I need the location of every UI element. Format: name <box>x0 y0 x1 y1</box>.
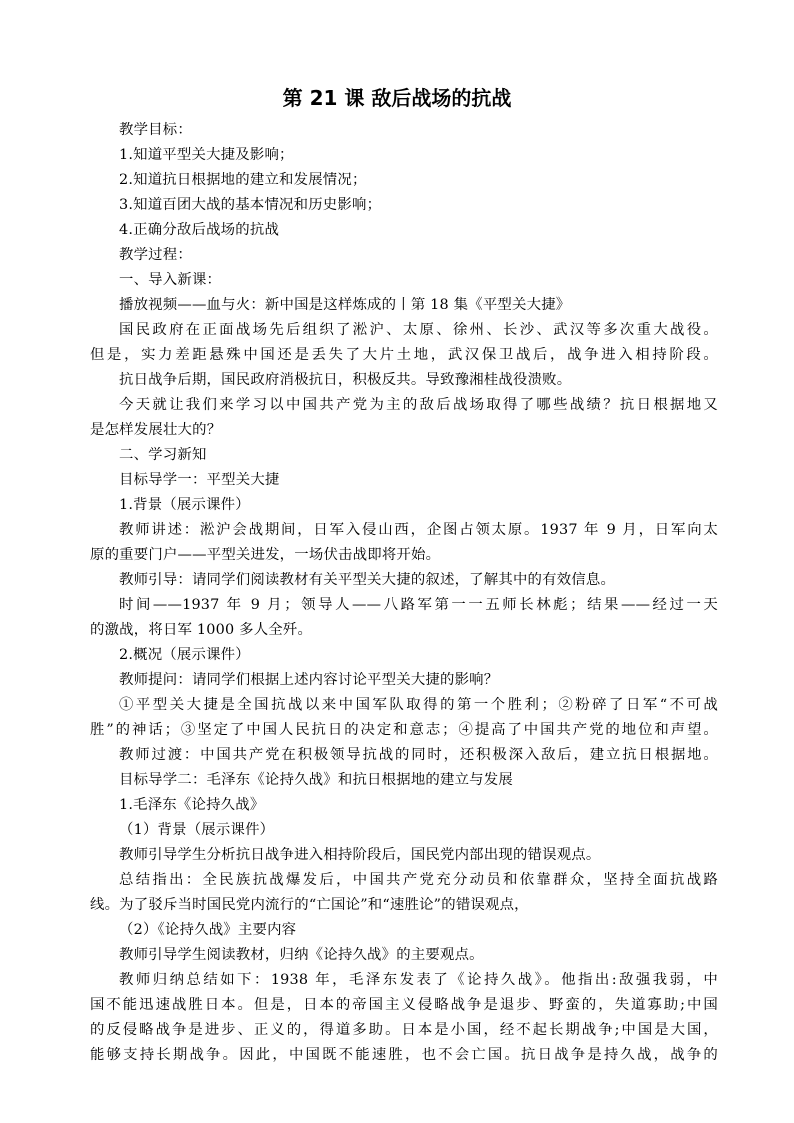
lesson-title: 第 21 课 敌后战场的抗战 <box>282 86 512 110</box>
text-line: 教师引导学生分析抗日战争进入相持阶段后，国民党内部出现的错误观点。 <box>119 847 601 863</box>
text-line: 4.正确分敌后战场的抗战 <box>119 222 280 238</box>
text-line: 今天就让我们来学习以中国共产党为主的敌后战场取得了哪些战绩？抗日根据地又 <box>119 397 718 413</box>
text-line: 教师引导学生阅读教材，归纳《论持久战》的主要观点。 <box>119 947 484 963</box>
text-line: 教师提问：请同学们根据上述内容讨论平型关大捷的影响？ <box>119 672 499 688</box>
text-line: 播放视频——血与火：新中国是这样炼成的丨第 18 集《平型关大捷》 <box>119 297 571 313</box>
text-line: 国不能迅速战胜日本。但是，日本的帝国主义侵略战争是退步、野蛮的，失道寡助;中国 <box>90 997 718 1013</box>
text-line: 总结指出：全民族抗战爆发后，中国共产党充分动员和依靠群众，坚持全面抗战路 <box>119 872 718 888</box>
text-line: 3.知道百团大战的基本情况和历史影响； <box>119 197 382 213</box>
lesson-body <box>90 118 718 1068</box>
text-line: ①平型关大捷是全国抗战以来中国军队取得的第一个胜利；②粉碎了日军“不可战 <box>119 697 718 713</box>
text-line: 的激战，将日军 1000 多人全歼。 <box>90 622 313 638</box>
text-line: 是怎样发展壮大的？ <box>90 422 222 438</box>
text-line: 国民政府在正面战场先后组织了淞沪、太原、徐州、长沙、武汉等多次重大战役。 <box>119 322 718 338</box>
text-line: 目标导学一：平型关大捷 <box>119 472 280 488</box>
text-line: 教学过程： <box>119 247 192 263</box>
text-line: 原的重要门户——平型关进发，一场伏击战即将开始。 <box>90 547 441 563</box>
text-line: 但是，实力差距悬殊中国还是丢失了大片土地，武汉保卫战后，战争进入相持阶段。 <box>90 347 718 363</box>
text-line: 抗日战争后期，国民政府消极抗日，积极反共。导致豫湘桂战役溃败。 <box>119 372 572 388</box>
text-line: （2）《论持久战》主要内容 <box>119 922 297 938</box>
text-line: 2.知道抗日根据地的建立和发展情况； <box>119 172 367 188</box>
text-line: 线。为了驳斥当时国民党内流行的“亡国论”和“速胜论”的错误观点， <box>90 897 529 913</box>
text-line: 时间——1937 年 9 月；领导人——八路军第一一五师长林彪；结果——经过一天 <box>119 597 718 613</box>
text-line: 1.知道平型关大捷及影响； <box>119 147 294 163</box>
text-line: （1）背景（展示课件） <box>119 822 275 838</box>
text-line: 教师讲述：淞沪会战期间，日军入侵山西，企图占领太原。1937 年 9 月，日军向太 <box>119 522 718 538</box>
text-line: 二、学习新知 <box>119 447 207 463</box>
text-line: 1.背景（展示课件） <box>119 497 250 513</box>
text-line: 教学目标： <box>119 122 192 138</box>
text-line: 的反侵略战争是进步、正义的，得道多助。日本是小国，经不起长期战争;中国是大国， <box>90 1022 718 1038</box>
text-line: 教师归纳总结如下：1938 年，毛泽东发表了《论持久战》。他指出:敌强我弱，中 <box>119 972 718 988</box>
text-line: 2.概况（展示课件） <box>119 647 250 663</box>
text-line: 一、导入新课： <box>119 272 222 288</box>
text-line: 胜”的神话；③坚定了中国人民抗日的决定和意志；④提高了中国共产党的地位和声望。 <box>90 722 718 738</box>
text-line: 1.毛泽东《论持久战》 <box>119 797 265 813</box>
text-line: 目标导学二：毛泽东《论持久战》和抗日根据地的建立与发展 <box>119 772 513 788</box>
text-line: 能够支持长期战争。因此，中国既不能速胜，也不会亡国。抗日战争是持久战，战争的 <box>90 1047 718 1063</box>
text-line: 教师引导：请同学们阅读教材有关平型关大捷的叙述，了解其中的有效信息。 <box>119 572 616 588</box>
text-line: 教师过渡：中国共产党在积极领导抗战的同时，还积极深入敌后，建立抗日根据地。 <box>119 747 718 763</box>
